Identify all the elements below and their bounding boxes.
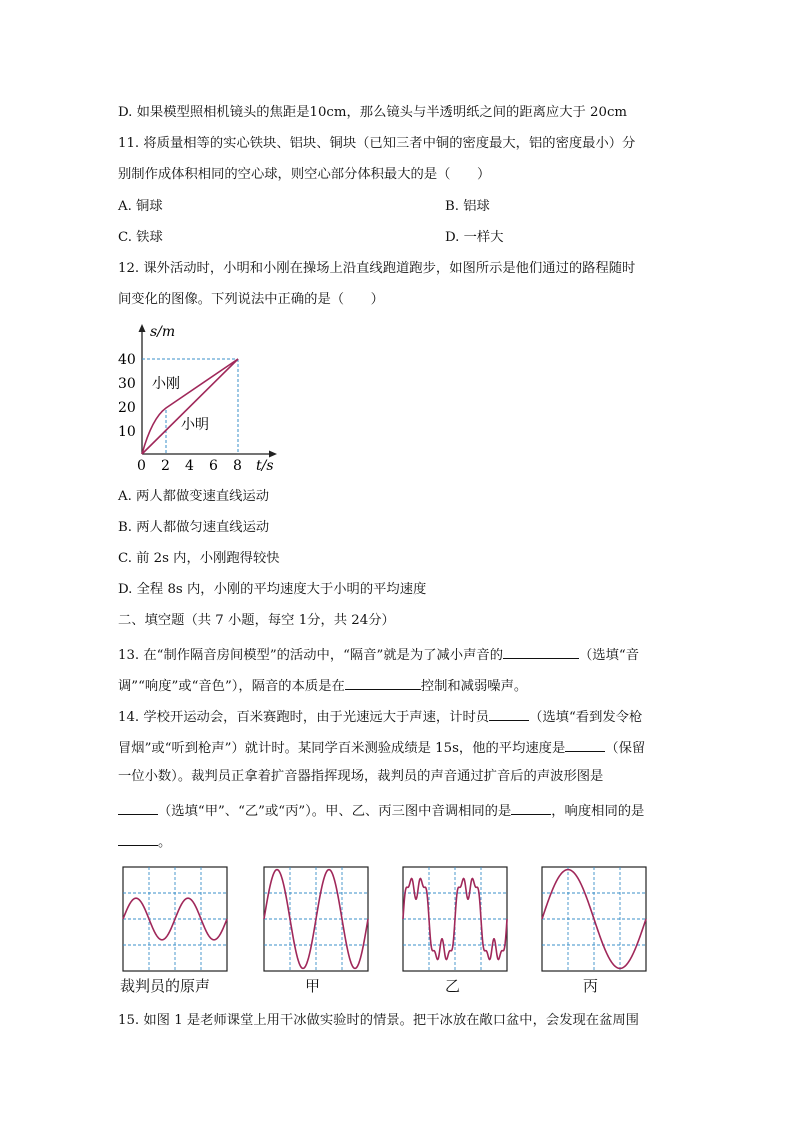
x-axis-label: t/s	[256, 458, 274, 472]
q14-line1-text-b: （选填“看到发令枪	[529, 710, 643, 725]
panel-yi	[402, 866, 508, 972]
q14-line2-text-a: 冒烟”或“听到枪声”）就计时。某同学百米测验成绩是 15s，他的平均速度是	[118, 741, 566, 756]
q14-blank-2[interactable]	[565, 737, 605, 752]
y-tick-40: 40	[118, 352, 136, 368]
q10-option-d: D. 如果模型照相机镜头的焦距是10cm，那么镜头与半透明纸之间的距离应大于 20cm	[118, 105, 628, 120]
q12-option-a: A. 两人都做变速直线运动	[118, 489, 270, 504]
q14-line1-text-a: 14. 学校开运动会，百米赛跑时，由于光速远大于声速，计时员	[118, 710, 490, 725]
q14-line1	[118, 706, 642, 727]
x-axis-arrow	[269, 451, 277, 458]
q12-option-b: B. 两人都做匀速直线运动	[118, 520, 270, 535]
q13-line1	[118, 644, 639, 665]
q14-blank-1[interactable]	[489, 706, 529, 721]
panel-referee-original	[122, 866, 228, 972]
panel-bing	[541, 866, 647, 972]
q11-option-a: A. 铜球	[118, 199, 163, 214]
label-xiaoming: 小明	[181, 417, 209, 433]
q12-option-c: C. 前 2s 内，小刚跑得较快	[118, 551, 280, 566]
q13-line2-text-a: 调”“响度”或“音色”），隔音的本质是在	[118, 679, 345, 694]
line-xiaoming	[142, 359, 238, 454]
q14-line3: 一位小数）。裁判员正拿着扩音器指挥现场，裁判员的声音通过扩音后的声波形图是	[118, 769, 604, 784]
label-xiaogang: 小刚	[152, 376, 180, 392]
caption-jia: 甲	[305, 977, 321, 995]
y-tick-10: 10	[118, 424, 136, 440]
st-graph	[115, 322, 285, 472]
panel-jia	[263, 866, 369, 972]
y-tick-20: 20	[118, 400, 136, 416]
q14-line2	[118, 737, 645, 758]
q15-line1: 15. 如图 1 是老师课堂上用干冰做实验时的情景。把干冰放在敞口盆中，会发现在盆周围	[118, 1013, 639, 1028]
q14-line4	[118, 800, 644, 821]
caption-bing: 丙	[583, 977, 599, 995]
caption-referee-original: 裁判员的原声	[120, 977, 211, 995]
q11-stem-line1: 11. 将质量相等的实心铁块、铝块、铜块（已知三者中铜的密度最大，铝的密度最小）分	[118, 136, 636, 151]
q14-line5	[118, 831, 171, 852]
q11-option-b: B. 铝球	[445, 199, 490, 214]
q14-blank-4[interactable]	[511, 800, 551, 815]
y-axis-arrow	[139, 324, 146, 332]
y-axis-label: s/m	[150, 324, 176, 340]
q13-blank-2[interactable]	[345, 675, 421, 690]
q13-line1-text-b: （选填“音	[579, 648, 639, 663]
x-tick-0: 0	[137, 458, 146, 472]
caption-yi: 乙	[445, 977, 461, 995]
q14-blank-3[interactable]	[118, 800, 158, 815]
q14-line2-text-b: （保留	[605, 741, 646, 756]
q13-line1-text-a: 13. 在“制作隔音房间模型”的活动中，“隔音”就是为了减小声音的	[118, 648, 503, 663]
x-tick-2: 2	[161, 458, 170, 472]
q13-blank-1[interactable]	[503, 644, 579, 659]
q12-stem-line1: 12. 课外活动时，小明和小刚在操场上沿直线跑道跑步，如图所示是他们通过的路程随时	[118, 261, 636, 276]
q11-stem-line2: 别制作成体积相同的空心球，则空心部分体积最大的是（ ）	[118, 167, 491, 182]
x-tick-4: 4	[185, 458, 194, 472]
q14-line4-text-b: ，响度相同的是	[551, 804, 645, 819]
section-2-heading: 二、填空题（共 7 小题，每空 1分，共 24分）	[118, 613, 395, 628]
q13-line2-text-b: 控制和减弱噪声。	[420, 679, 528, 694]
q12-option-d: D. 全程 8s 内，小刚的平均速度大于小明的平均速度	[118, 582, 427, 597]
q14-line4-text-a: （选填“甲”、“乙”或“丙”）。甲、乙、丙三图中音调相同的是	[158, 804, 512, 819]
q11-option-d: D. 一样大	[445, 230, 504, 245]
x-tick-8: 8	[233, 458, 242, 472]
x-tick-6: 6	[209, 458, 218, 472]
q14-blank-5[interactable]	[118, 831, 158, 846]
q14-line5-text: 。	[158, 835, 172, 850]
q11-option-c: C. 铁球	[118, 230, 163, 245]
y-tick-30: 30	[118, 376, 136, 392]
q12-stem-line2: 间变化的图像。下列说法中正确的是（ ）	[118, 292, 384, 307]
q13-line2	[118, 675, 527, 696]
